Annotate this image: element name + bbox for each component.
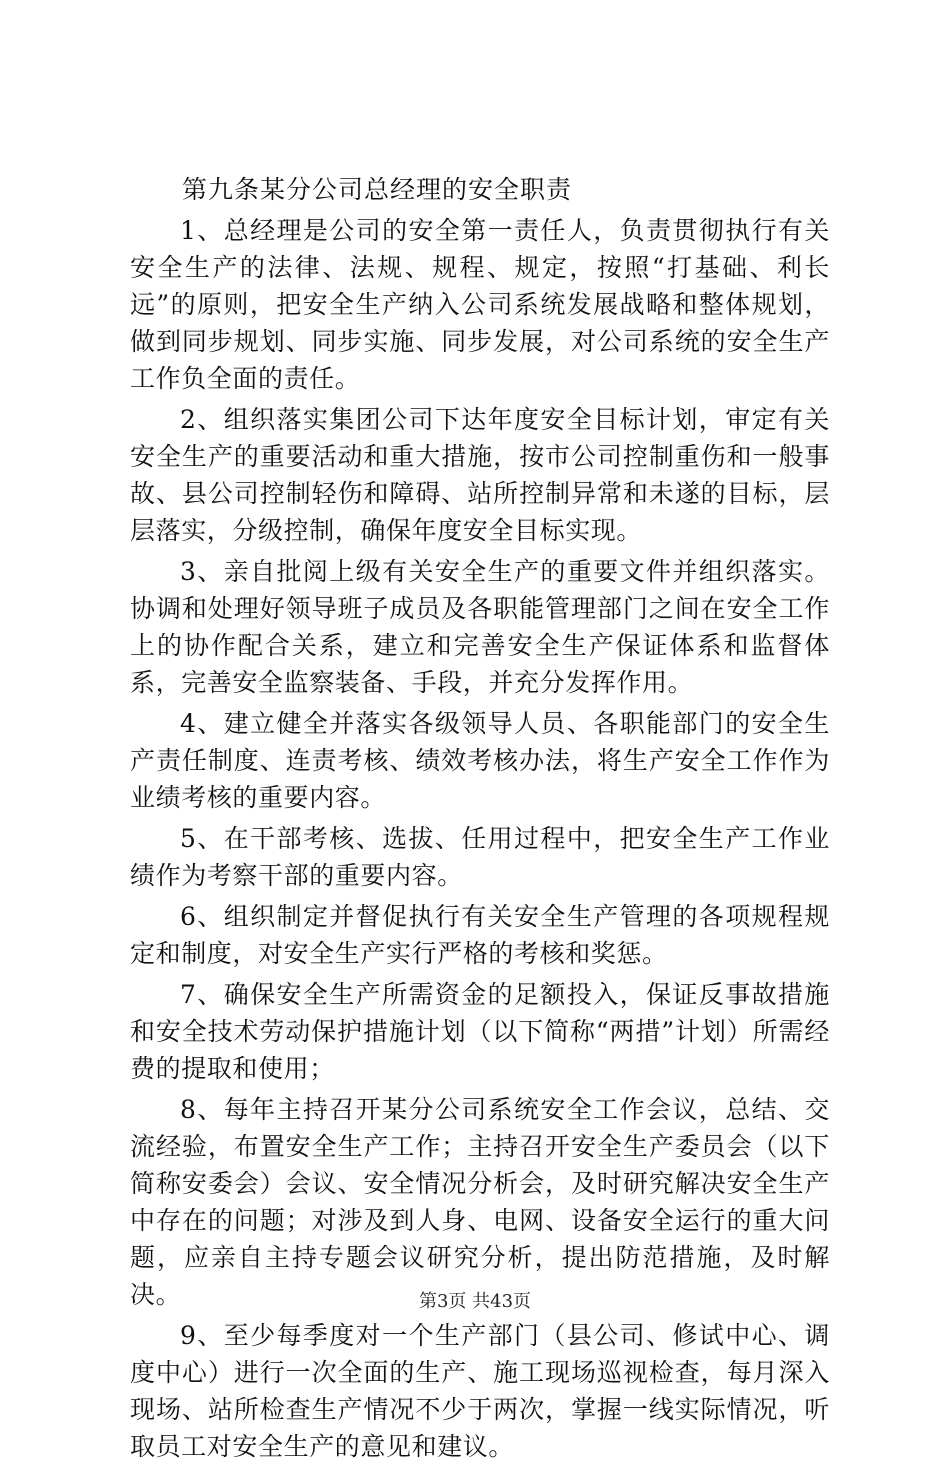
paragraph-9: 9、至少每季度对一个生产部门（县公司、修试中心、调度中心）进行一次全面的生产、施工现场巡视检查，每月深入现场、站所检查生产情况不少于两次，掌握一线实际情况，听取员工对安全生产的意见和建议。 xyxy=(130,1321,830,1461)
paragraph-2: 2、组织落实集团公司下达年度安全目标计划，审定有关安全生产的重要活动和重大措施，按市公司控制重伤和一般事故、县公司控制轻伤和障碍、站所控制异常和未遂的目标，层层落实，分级控制，确保年度安全目标实现。 xyxy=(130,405,830,545)
paragraph-4: 4、建立健全并落实各级领导人员、各职能部门的安全生产责任制度、连责考核、绩效考核办法，将生产安全工作作为业绩考核的重要内容。 xyxy=(130,709,830,812)
paragraph-1: 1、总经理是公司的安全第一责任人，负责贯彻执行有关安全生产的法律、法规、规程、规定，按照“打基础、利长远”的原则，把安全生产纳入公司系统发展战略和整体规划，做到同步规划、同步实施、同步发展，对公司系统的安全生产工作负全面的责任。 xyxy=(130,216,830,393)
document-body xyxy=(130,172,830,1469)
article-heading: 第九条某分公司总经理的安全职责 xyxy=(182,175,573,204)
paragraph-8: 8、每年主持召开某分公司系统安全工作会议，总结、交流经验，布置安全生产工作；主持召开安全生产委员会（以下简称安委会）会议、安全情况分析会，及时研究解决安全生产中存在的问题；对涉及到人身、电网、设备安全运行的重大问题，应亲自主持专题会议研究分析，提出防范措施，及时解决。 xyxy=(130,1095,830,1309)
paragraph-3: 3、亲自批阅上级有关安全生产的重要文件并组织落实。协调和处理好领导班子成员及各职能管理部门之间在安全工作上的协作配合关系，建立和完善安全生产保证体系和监督体系，完善安全监察装备、手段，并充分发挥作用。 xyxy=(130,557,830,697)
page-number-footer: 第3页 共43页 xyxy=(418,1291,532,1312)
paragraph-5: 5、在干部考核、选拔、任用过程中，把安全生产工作业绩作为考察干部的重要内容。 xyxy=(130,824,830,890)
paragraph-6: 6、组织制定并督促执行有关安全生产管理的各项规程规定和制度，对安全生产实行严格的考核和奖惩。 xyxy=(130,902,830,968)
paragraph-7: 7、确保安全生产所需资金的足额投入，保证反事故措施和安全技术劳动保护措施计划（以下简称“两措”计划）所需经费的提取和使用； xyxy=(130,980,830,1083)
